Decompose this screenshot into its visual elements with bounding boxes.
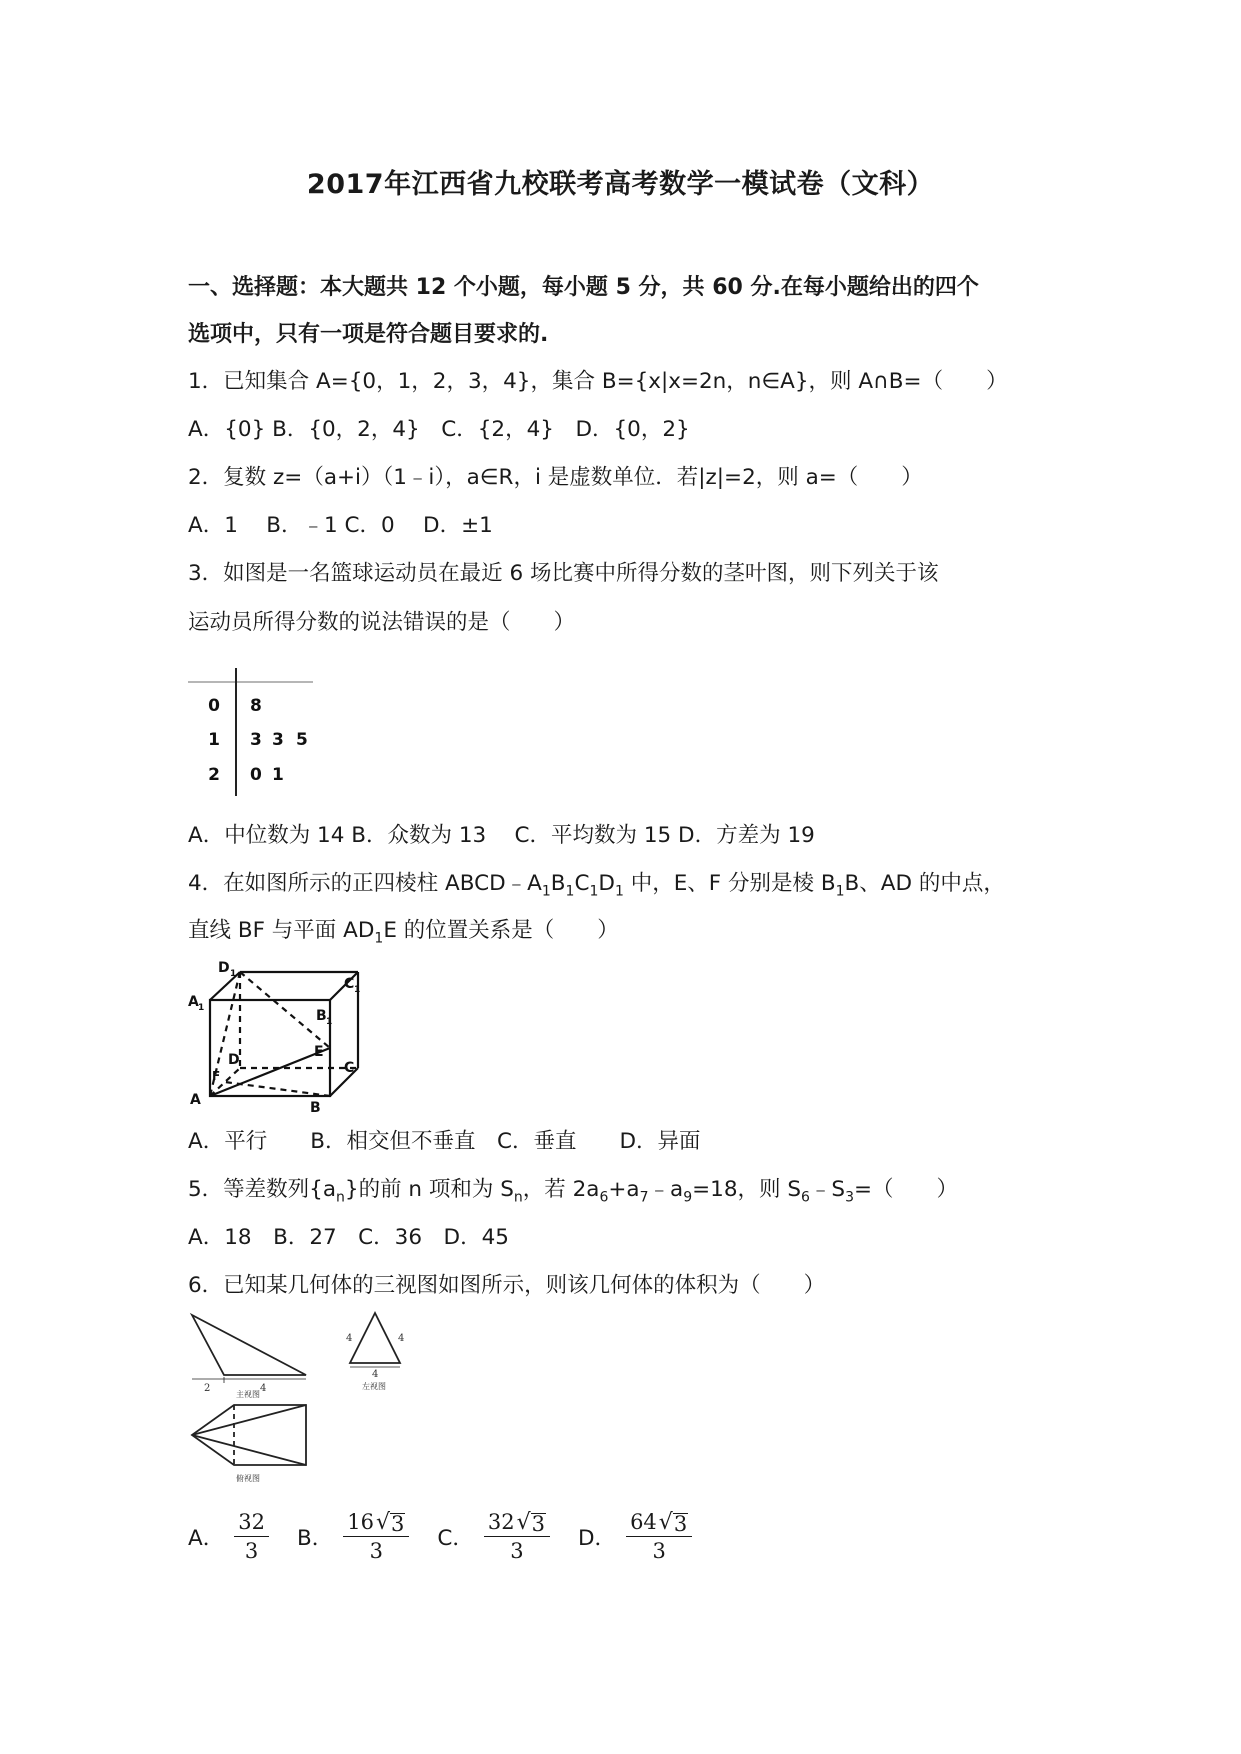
page-title: 2017年江西省九校联考高考数学一模试卷（文科） — [306, 169, 935, 200]
q4-text: 4．在如图所示的正四棱柱 ABCD﹣A — [188, 871, 542, 896]
radicand: 3 — [673, 1512, 688, 1536]
q4-sub: 1 — [565, 883, 575, 900]
leaf-1-0: 3 — [250, 730, 262, 750]
top-view-label: 俯视图 — [236, 1474, 260, 1483]
q5-sub: 7 — [639, 1189, 649, 1206]
q5-text: +a — [608, 1177, 640, 1202]
option-label: C． — [437, 1526, 474, 1551]
q4-sub: 1 — [614, 883, 624, 900]
leaf-1-1: 3 — [272, 730, 284, 750]
q2-options: A．1 B．﹣1 C．0 D．±1 — [188, 513, 493, 538]
label-f: F — [212, 1069, 221, 1083]
denominator: 3 — [652, 1539, 666, 1563]
q6-stem: 6．已知某几何体的三视图如图所示，则该几何体的体积为（ ） — [188, 1273, 826, 1298]
label-sub: 1 — [326, 1017, 333, 1027]
label-d1: D — [218, 960, 230, 976]
fraction — [234, 1510, 269, 1563]
q5-sub: n — [513, 1189, 523, 1206]
q6-option-a — [188, 1510, 275, 1563]
q5-sub: 3 — [845, 1189, 854, 1206]
label-e: E — [314, 1044, 324, 1060]
label-d: D — [228, 1052, 240, 1068]
leaf-2-0: 0 — [250, 765, 262, 785]
label-sub: 1 — [230, 969, 237, 979]
option-label: D． — [578, 1526, 617, 1551]
label-sub: 1 — [354, 985, 361, 995]
leaf-1-2: 5 — [296, 730, 308, 750]
q5-sub: 6 — [800, 1189, 810, 1206]
q4-stem-line1 — [188, 869, 1005, 906]
coefficient: 16 — [347, 1510, 374, 1534]
fraction — [626, 1510, 692, 1563]
q4-text: B — [550, 871, 566, 896]
q6-option-d — [578, 1510, 698, 1563]
q2-stem: 2．复数 z=（a+i）（1﹣i），a∈R，i 是虚数单位．若|z|=2，则 a=（ ） — [188, 465, 923, 490]
section-heading-line1: 一、选择题：本大题共 12 个小题，每小题 5 分，共 60 分.在每小题给出的四个 — [188, 275, 979, 300]
q3-stem-line1: 3．如图是一名篮球运动员在最近 6 场比赛中所得分数的茎叶图，则下列关于该 — [188, 561, 939, 586]
q4-sub: 1 — [589, 883, 599, 900]
option-label: B． — [296, 1526, 334, 1551]
side-view-label: 左视图 — [362, 1382, 386, 1391]
q3-stem-line2: 运动员所得分数的说法错误的是（ ） — [188, 610, 576, 635]
side-dim-left: 4 — [346, 1333, 353, 1344]
denominator: 3 — [369, 1539, 383, 1563]
stem-0: 0 — [208, 696, 220, 716]
denominator: 3 — [244, 1539, 259, 1563]
q5-text: ﹣a — [648, 1177, 684, 1202]
q3-options: A．中位数为 14 B．众数为 13 C．平均数为 15 D．方差为 19 — [188, 823, 815, 848]
q5-sub: n — [336, 1189, 345, 1206]
label-a: A — [190, 1092, 201, 1108]
label-sub: 1 — [198, 1003, 205, 1013]
leaf-0-0: 8 — [250, 696, 262, 716]
numerator — [343, 1510, 409, 1537]
q4-text: B、AD 的中点， — [844, 871, 1005, 896]
radical-icon: √ — [516, 1510, 531, 1535]
q5-sub: 6 — [599, 1189, 609, 1206]
front-dim-2: 2 — [204, 1383, 211, 1394]
q1-options: A．{0} B．{0，2，4} C．{2，4} D．{0，2} — [188, 417, 690, 442]
q4-text: D — [598, 871, 615, 896]
q6-option-c — [437, 1510, 556, 1563]
label-b: B — [310, 1100, 321, 1112]
q5-text: }的前 n 项和为 S — [344, 1177, 514, 1202]
q4-stem-line2 — [188, 916, 619, 953]
q4-options: A．平行 B．相交但不垂直 C．垂直 D．异面 — [188, 1129, 701, 1154]
numerator — [484, 1510, 550, 1537]
radical-icon: √ — [375, 1510, 390, 1535]
radicand: 3 — [390, 1512, 405, 1536]
sqrt — [374, 1512, 405, 1534]
q6-option-b — [297, 1510, 415, 1563]
q4-sub: 1 — [374, 930, 384, 947]
q6-options — [188, 1510, 720, 1563]
q5-text: =（ ） — [853, 1177, 958, 1202]
side-dim-bottom: 4 — [372, 1369, 379, 1380]
front-dim-4: 4 — [260, 1383, 267, 1394]
denominator: 3 — [510, 1539, 524, 1563]
radicand: 3 — [531, 1512, 545, 1536]
q5-sub: 9 — [683, 1189, 693, 1206]
q4-text: 直线 BF 与平面 AD — [188, 918, 375, 943]
q4-text: 中，E、F 分别是棱 B — [623, 871, 836, 896]
q5-text: 5．等差数列{a — [188, 1177, 337, 1202]
q5-text: ，若 2a — [522, 1177, 600, 1202]
coefficient: 32 — [487, 1510, 515, 1534]
numerator — [626, 1510, 692, 1537]
fraction — [484, 1510, 550, 1563]
q4-text: C — [574, 871, 590, 896]
section-heading-line2: 选项中，只有一项是符合题目要求的. — [188, 322, 549, 347]
front-view-label: 主视图 — [236, 1390, 260, 1399]
radical-icon: √ — [658, 1510, 673, 1535]
sqrt — [657, 1512, 688, 1534]
fraction — [343, 1510, 409, 1563]
q5-text: =18，则 S — [692, 1177, 801, 1202]
leaf-2-1: 1 — [272, 765, 284, 785]
stem-2: 2 — [208, 765, 220, 785]
side-dim-right: 4 — [398, 1333, 405, 1344]
label-a1: A — [188, 994, 199, 1010]
coefficient: 64 — [630, 1510, 657, 1534]
q5-text: ﹣S — [809, 1177, 846, 1202]
q5-stem — [188, 1175, 958, 1212]
q1-stem: 1．已知集合 A={0，1，2，3，4}，集合 B={x|x=2n，n∈A}，则 A∩B=（ ） — [188, 369, 1008, 394]
sqrt — [515, 1512, 546, 1534]
numerator: 32 — [234, 1510, 269, 1537]
q4-sub: 1 — [541, 883, 551, 900]
label-c1: C — [344, 976, 355, 992]
q4-text: E 的位置关系是（ ） — [383, 918, 619, 943]
label-b1: B — [316, 1008, 327, 1024]
label-c: C — [344, 1060, 355, 1076]
option-label: A． — [188, 1526, 225, 1551]
stem-leaf-plot — [188, 668, 318, 798]
prism-figure — [188, 960, 368, 1112]
q5-options: A．18 B．27 C．36 D．45 — [188, 1225, 509, 1250]
q4-sub: 1 — [835, 883, 845, 900]
three-views-figure — [188, 1305, 428, 1495]
stem-1: 1 — [208, 730, 220, 750]
